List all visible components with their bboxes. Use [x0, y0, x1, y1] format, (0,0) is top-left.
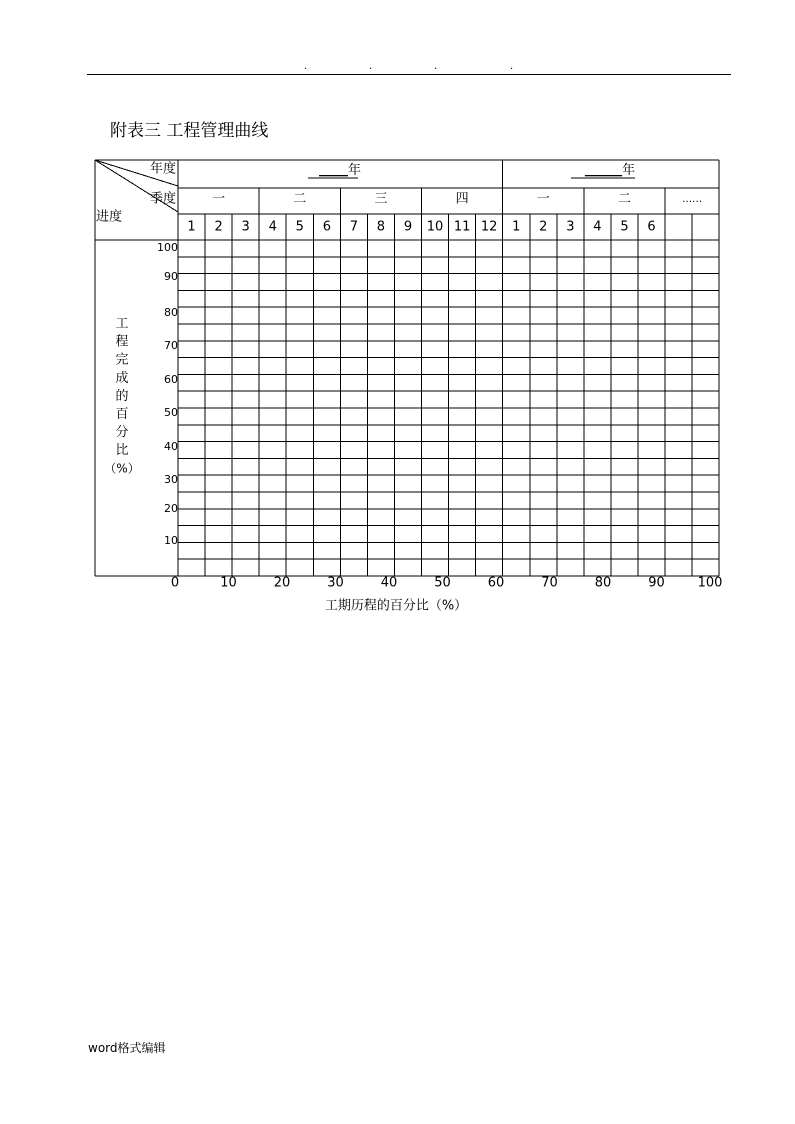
x-tick-label: 0: [170, 575, 180, 591]
y-axis-title-char: 程: [115, 334, 129, 350]
header-dot: .: [369, 61, 373, 72]
month-label: 11: [453, 219, 471, 235]
y-axis-title-char: 比: [115, 443, 129, 459]
month-label: 3: [566, 219, 575, 235]
month-label: 1: [187, 219, 196, 235]
month-label: 3: [241, 219, 250, 235]
x-tick-label: 60: [487, 575, 505, 591]
y-tick-label: 60: [164, 373, 178, 386]
header-dot: .: [510, 61, 514, 72]
quarter-label: ……: [682, 194, 703, 205]
month-label: 12: [480, 219, 498, 235]
page-title: 附表三 工程管理曲线: [110, 121, 269, 141]
month-label: 7: [349, 219, 359, 235]
y-tick-label: 30: [164, 473, 178, 486]
x-tick-label: 40: [380, 575, 398, 591]
month-label: 8: [376, 219, 386, 235]
y-tick-label: 80: [164, 306, 178, 319]
month-label: 5: [620, 219, 629, 235]
y-axis-title-char: 百: [115, 407, 129, 422]
y-axis-title-char: 的: [115, 388, 129, 404]
x-tick-label: 80: [594, 575, 612, 591]
year-label: 年: [622, 162, 636, 178]
y-tick-label: 40: [164, 440, 178, 453]
y-tick-label: 10: [164, 534, 178, 547]
month-label: 2: [214, 219, 223, 235]
month-label: 10: [426, 219, 444, 235]
y-axis-title-char: 完: [115, 352, 129, 368]
corner-year-label: 年度: [149, 161, 177, 177]
month-label: 9: [403, 219, 413, 235]
corner-quarter-label: 季度: [149, 191, 177, 207]
x-tick-label: 90: [648, 575, 665, 591]
y-tick-label: 20: [164, 502, 178, 515]
quarter-label: 二: [617, 191, 631, 207]
x-tick-label: 20: [273, 575, 291, 591]
y-axis-title-char: 工: [115, 316, 129, 332]
quarter-label: 二: [293, 191, 307, 207]
header-dot: .: [434, 61, 438, 72]
month-label: 6: [322, 219, 331, 235]
x-tick-label: 70: [541, 575, 558, 591]
month-label: 4: [593, 219, 602, 235]
footer-text: word格式编辑: [88, 1041, 166, 1055]
x-tick-label: 30: [327, 575, 344, 591]
corner-progress-label: 进度: [95, 209, 123, 225]
quarter-label: 四: [455, 191, 469, 207]
month-label: 5: [295, 219, 304, 235]
y-axis-title-char: 分: [115, 425, 129, 441]
x-axis-title: 工期历程的百分比（%）: [324, 598, 468, 614]
year-label: 年: [347, 162, 361, 178]
y-axis-title-char: （%）: [104, 461, 140, 476]
month-label: 1: [512, 219, 521, 235]
quarter-label: 一: [212, 191, 226, 207]
month-label: 2: [539, 219, 548, 235]
header-dot: .: [304, 61, 308, 72]
x-tick-label: 100: [697, 575, 723, 591]
y-tick-label: 100: [157, 241, 178, 254]
y-tick-label: 70: [164, 339, 178, 352]
y-axis-title-char: 成: [115, 370, 129, 386]
y-tick-label: 50: [164, 406, 178, 419]
y-tick-label: 90: [164, 270, 178, 283]
x-tick-label: 50: [434, 575, 451, 591]
x-tick-label: 10: [220, 575, 237, 591]
month-label: 4: [268, 219, 277, 235]
month-label: 6: [647, 219, 656, 235]
quarter-label: 一: [536, 191, 550, 207]
quarter-label: 三: [374, 191, 388, 207]
